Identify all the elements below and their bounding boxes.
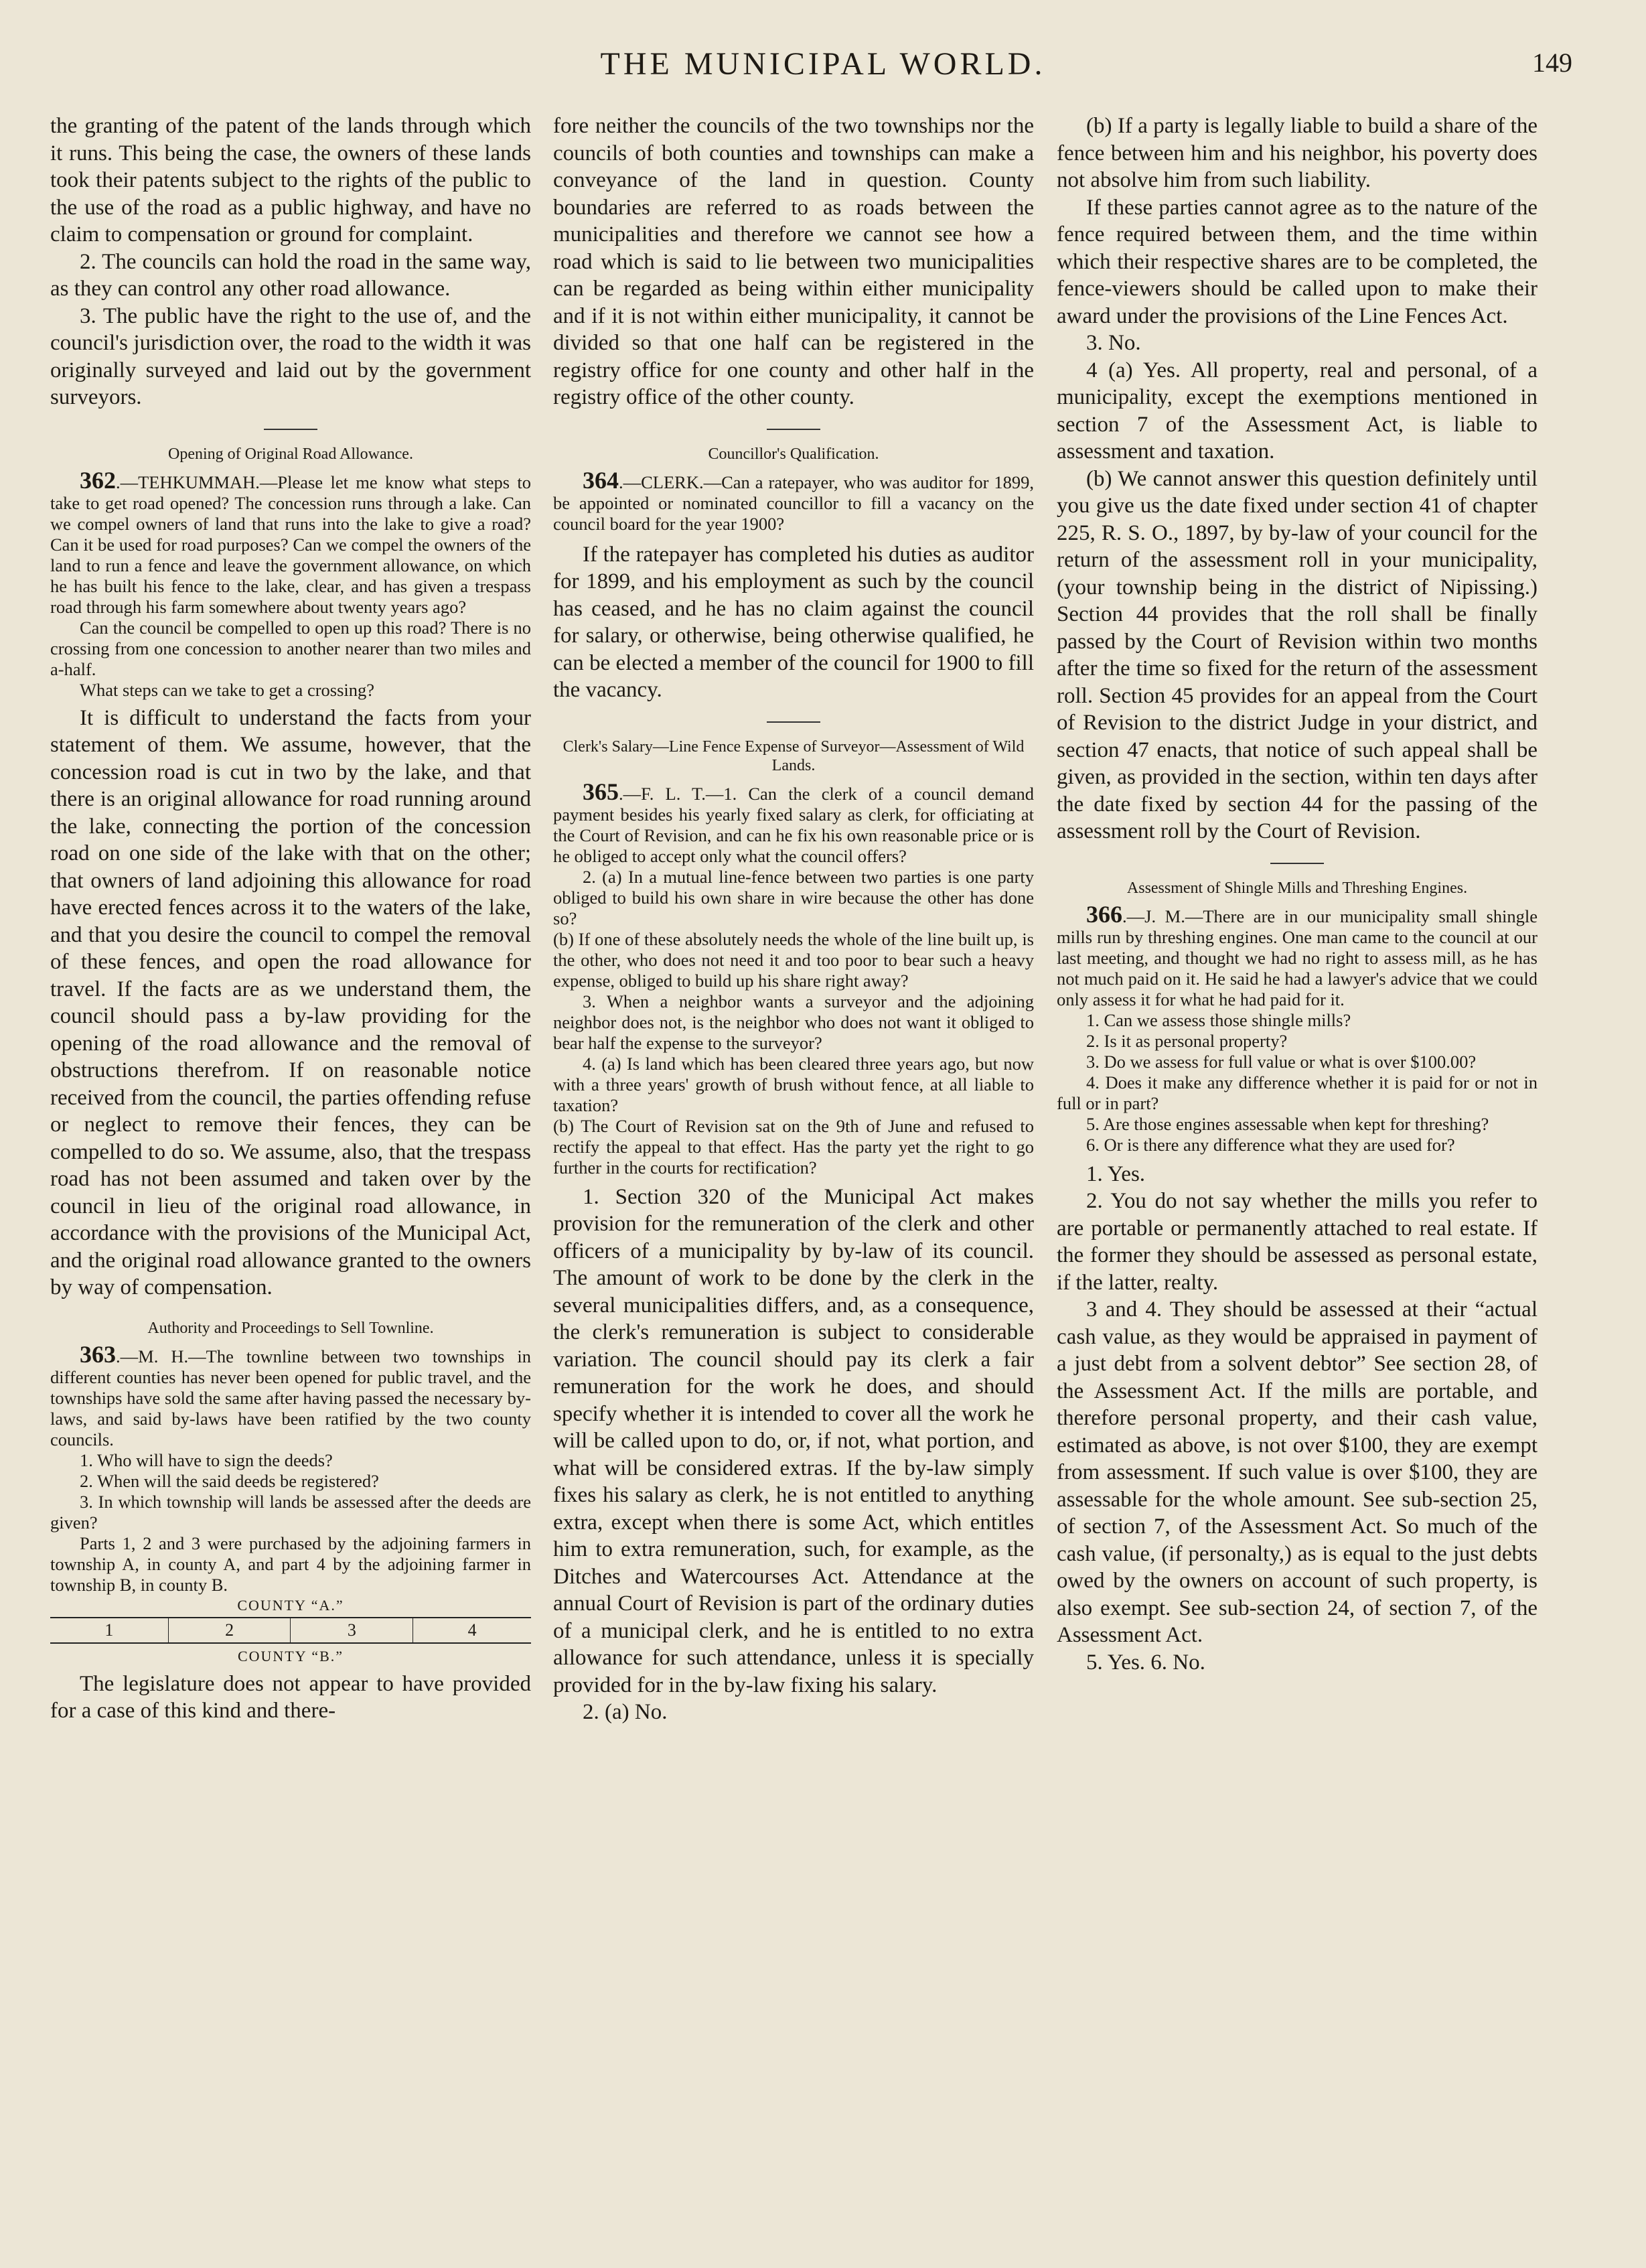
paragraph: 3. The public have the right to the use of, and the council's jurisdiction over, the road to the width it was originally surveyed and laid out by the government surveyors. [50,303,531,409]
page-number: 149 [1532,48,1572,78]
county-cell: 2 [168,1618,291,1643]
question-text: 1. Who will have to sign the deeds? [80,1449,333,1470]
section-heading: Clerk's Salary—Line Fence Expense of Surveyor—Assessment of Wild Lands. [563,737,1025,774]
question-number: 363 [80,1340,116,1368]
paragraph: 2. The councils can hold the road in the same way, as they can control any other road allowance. [50,249,531,301]
question-text: 2. When will the said deeds be registered? [80,1470,379,1491]
paragraph: 3. No. [1086,331,1141,355]
answer-paragraph: 2. (a) No. [583,1700,668,1724]
county-cell: 3 [291,1618,413,1643]
question-text: 6. Or is there any difference what they are used for? [1086,1134,1455,1155]
paragraph: the granting of the patent of the lands through which it runs. This being the case, the owners of these lands took their patents subject to the rights of the public to the use of the road as a public highway, and have no claim to compensation or ground for complaint. [50,114,531,246]
question-body: .—CLERK.—Can a ratepayer, who was auditor for 1899, be appointed or nominated councillor to fill a vacancy on the council board for the year 1900? [553,472,1034,534]
county-a-label: COUNTY “A.” [237,1596,344,1614]
question-text: 3. In which township will lands be assessed after the deeds are given? [50,1491,531,1533]
paragraph: (b) We cannot answer this question definitely until you give us the date fixed under section 41 of chapter 225, R. S. O., 1897, by by-law of your council for the return of the assessment roll in your municipality, (your township being in the district of Nipissing.) Section 44 provides that the roll shall be finally passed by the Court of Revision within two months after the time so fixed for the return of the assessment roll. Section 45 provides for an appeal from the Court of Revision to the district Judge in your district, and section 47 enacts, that notice of such appeal shall be given, as provided in the section, within ten days after the date fixed by section 44 for the passing of the assessment roll by the Court of Revision. [1057,466,1538,843]
answer-paragraph: If the ratepayer has completed his duties as auditor for 1899, and his employment as such by the council has ceased, and he has no claim against the council for salary, or otherwise, being otherwise qualified, he can be elected a member of the council for 1900 to fill the vacancy. [553,542,1034,702]
question-text [1057,900,1538,1010]
question-text [553,466,1034,535]
running-header [40,40,1606,87]
question-text: (b) If one of these absolutely needs the whole of the line built up, is the other, who does not need it and too poor to bear such a heavy expense, obliged to build up his share right away? [553,928,1034,991]
question-text: 5. Are those engines assessable when kept for threshing? [1086,1113,1489,1134]
question-text [50,1340,531,1450]
question-body: .—TEHKUMMAH.—Please let me know what steps to take to get road opened? The concession runs through a lake. Can we compel owners of land that runs into the lake to give a road? Can it be used for road purposes? Can we compel the owners of the land to run a fence and leave the government allowance, on which he has built his fence to the lake, clear, and has given a trespass road through his farm somewhere about twenty years ago? [50,472,531,617]
section-heading: Authority and Proceedings to Sell Townline. [147,1319,434,1337]
question-text: 2. (a) In a mutual line-fence between two parties is one party obliged to build his own share in wire because the other has done so? [553,866,1034,928]
answer-paragraph: 1. Yes. [1086,1161,1146,1186]
county-b-label: COUNTY “B.” [237,1647,344,1664]
section-heading: Assessment of Shingle Mills and Threshing Engines. [1126,879,1468,897]
question-number: 365 [583,778,619,805]
county-cell: 1 [50,1618,168,1643]
county-diagram [50,1617,531,1644]
answer-paragraph: The legislature does not appear to have provided for a case of this kind and there- [50,1671,531,1723]
question-body: .—J. M.—There are in our municipality small shingle mills run by threshing engines. One man came to the council at our last meeting, and thought we had no right to assess mill, as he has not much paid on it. He said he had a lawyer's advice that we could only assess it for what he had paid for it. [1057,906,1538,1009]
answer-paragraph: It is difficult to understand the facts from your statement of them. We assume, however, that the concession road is cut in two by the lake, and that there is an original allowance for road running around the lake, connecting the portion of the concession road on one side of the lake with that on the other; that owners of land adjoining this allowance for road have erected fences across it to the waters of the lake, and that you desire the council to compel the removal of these fences, and open the road allowance for travel. If the facts are as we understand them, the council should pass a by-law providing for the opening of the road allowance and the removal of obstructions therefrom. If on reasonable notice received from the council, the parties offending refuse or neglect to remove their fences, they can be compelled to do so. We assume, also, that the trespass road has not been assumed and taken over by the council in lieu of the original road allowance, in accordance with the provisions of the Municipal Act, and the original road allowance granted to the owners by way of compensation. [50,705,531,1299]
column-1 [50,113,531,1725]
question-number: 362 [80,466,116,494]
divider [767,429,820,430]
question-text: 4. (a) Is land which has been cleared three years ago, but now with a three years' growth of brush without fence, at all liable to taxation? [553,1053,1034,1115]
paragraph: If these parties cannot agree as to the nature of the fence required between them, and the time within which their respective shares are to be completed, the fence-viewers should be called upon to make their award under the provisions of the Line Fences Act. [1057,195,1538,328]
question-text: Can the council be compelled to open up this road? There is no crossing from one concession to another nearer than two miles and a-half. [50,617,531,679]
column-2 [553,113,1034,1726]
divider [264,429,317,430]
question-text: 4. Does it make any difference whether it is paid for or not in full or in part? [1057,1072,1538,1113]
paragraph: 4 (a) Yes. All property, real and personal, of a municipality, except the exemptions mentioned in section 7 of the Assessment Act, is liable to assessment and taxation. [1057,358,1538,464]
question-text: 3. Do we assess for full value or what is over $100.00? [1086,1051,1477,1072]
question-number: 364 [583,466,619,494]
section-heading: Councillor's Qualification. [708,445,879,463]
question-number: 366 [1086,900,1122,928]
question-text: 1. Can we assess those shingle mills? [1086,1009,1351,1030]
county-cell: 4 [467,1620,477,1640]
question-text: 2. Is it as personal property? [1086,1030,1288,1051]
question-text [50,466,531,618]
question-text: What steps can we take to get a crossing? [80,679,375,700]
answer-paragraph: 3 and 4. They should be assessed at their “actual cash value, as they would be appraised in payment of a just debt from a solvent debtor” See section 28, of the Assessment Act. If the mills are portable, and therefore personal property, and their cash value, estimated as above, is not over $100, they are exempt from assessment. If such value is over $100, they are assessable for the whole amount. See sub-section 25, of section 7, of the Assessment Act. So much of the cash value, (if personalty,) as is equal to the just debts owed by the owners on account of such property, is also exempt. See sub-section 24, of section 7, of the Assessment Act. [1057,1297,1538,1647]
divider [767,721,820,723]
question-text: 3. When a neighbor wants a surveyor and the adjoining neighbor does not, is the neighbor who does not want it obliged to bear half the expense to the surveyor? [553,991,1034,1053]
publication-title: THE MUNICIPAL WORLD. [600,46,1046,82]
paragraph: (b) If a party is legally liable to build a share of the fence between him and his neighbor, his poverty does not absolve him from such liability. [1057,114,1538,192]
question-text: (b) The Court of Revision sat on the 9th of June and refused to rectify the appeal to that effect. Has the party yet the right to go further in the courts for rectification? [553,1115,1034,1178]
divider [1270,863,1324,864]
answer-paragraph: 1. Section 320 of the Municipal Act makes provision for the remuneration of the clerk and other officers of a municipality by by-law of its council. The amount of work to be done by the clerk in the several municipalities differs, and, as a consequence, the clerk's remuneration is subject to considerable variation. The council should pay its clerk a fair remuneration for the work he does, and should specify whether it is intended to cover all the work he will be called upon to do, or, if not, what portion, and what will be considered extras. If the by-law simply fixes his salary as clerk, he is not entitled to anything extra, except when there is some Act, which entitles him to extra remuneration, such, for example, as the Ditches and Watercourses Act. Attendance at the annual Court of Revision is part of the ordinary duties of a municipal clerk, and he is entitled to no extra allowance for such attendance, unless it is specially provided for in the by-law fixing his salary. [553,1184,1034,1697]
question-body: .—M. H.—The townline between two townships in different counties has never been opened for public travel, and the townships have sold the same after having passed the necessary by-laws, and said by-laws have been ratified by the two county councils. [50,1346,531,1449]
question-text [553,778,1034,867]
question-body: .—F. L. T.—1. Can the clerk of a council demand payment besides his yearly fixed salary as clerk, for officiating at the Court of Revision, and can he fix his own reasonable price or is he obliged to accept only what the council offers? [553,783,1034,866]
question-text: Parts 1, 2 and 3 were purchased by the adjoining farmers in township A, in county A, and part 4 by the adjoining farmer in township B, in county B. [50,1533,531,1595]
answer-paragraph: 2. You do not say whether the mills you refer to are portable or permanently attached to real estate. If the former they should be assessed as personal estate, if the latter, realty. [1057,1189,1538,1295]
column-3 [1057,113,1538,1676]
answer-paragraph: 5. Yes. 6. No. [1086,1650,1205,1675]
paragraph: fore neither the councils of the two townships nor the councils of both counties and townships can make a conveyance of the land in question. County boundaries are referred to as roads between the municipalities and therefore we cannot see how a road which is said to lie between two municipalities can be regarded as being within either municipality and if it is not within either municipality, it cannot be divided so that one half can be registered in the registry office for one county and other half in the registry office of the other county. [553,114,1034,409]
section-heading: Opening of Original Road Allowance. [168,445,413,463]
